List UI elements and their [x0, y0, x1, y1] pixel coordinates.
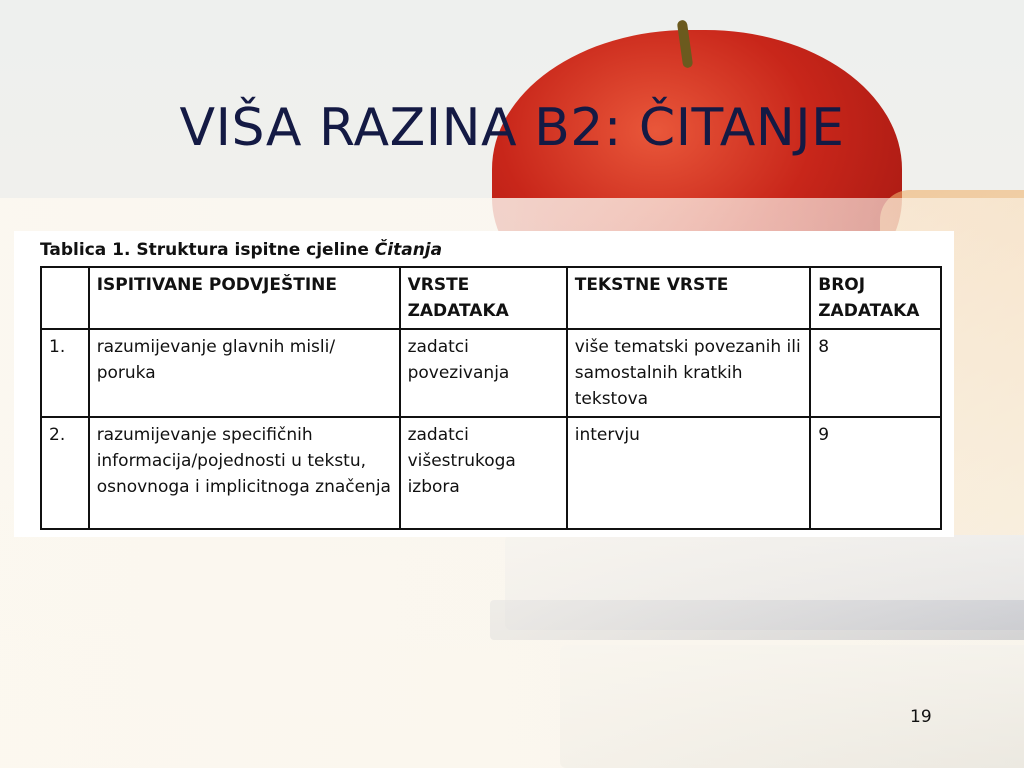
table-row: [41, 329, 941, 417]
row-number: 1.: [41, 329, 89, 417]
header-number: [41, 267, 89, 329]
table-caption-italic: Čitanja: [374, 240, 443, 260]
header-text-types: TEKSTNE VRSTE: [567, 267, 811, 329]
row-task-type: zadatci višestrukoga izbora: [400, 417, 567, 529]
row-number: 2.: [41, 417, 89, 529]
header-task-types: VRSTE ZADATAKA: [400, 267, 567, 329]
header-task-count: BROJ ZADATAKA: [810, 267, 941, 329]
slide-title: VIŠA RAZINA B2: ČITANJE: [179, 98, 845, 158]
header-skills: ISPITIVANE PODVJEŠTINE: [89, 267, 400, 329]
row-skill: razumijevanje specifičnih informacija/pojednosti u tekstu, osnovnoga i implicitnoga značenja: [89, 417, 400, 529]
row-text-type: više tematski povezanih ili samostalnih kratkih tekstova: [567, 329, 811, 417]
row-text-type: intervju: [567, 417, 811, 529]
table-row: [41, 417, 941, 529]
table-caption: [40, 240, 442, 260]
structure-table: [40, 266, 942, 530]
row-task-count: 9: [810, 417, 941, 529]
table-caption-prefix: Tablica 1. Struktura ispitne cjeline: [40, 240, 375, 260]
row-skill: razumijevanje glavnih misli/ poruka: [89, 329, 400, 417]
page-number: 19: [910, 707, 932, 727]
row-task-type: zadatci povezivanja: [400, 329, 567, 417]
row-task-count: 8: [810, 329, 941, 417]
table-header-row: [41, 267, 941, 329]
